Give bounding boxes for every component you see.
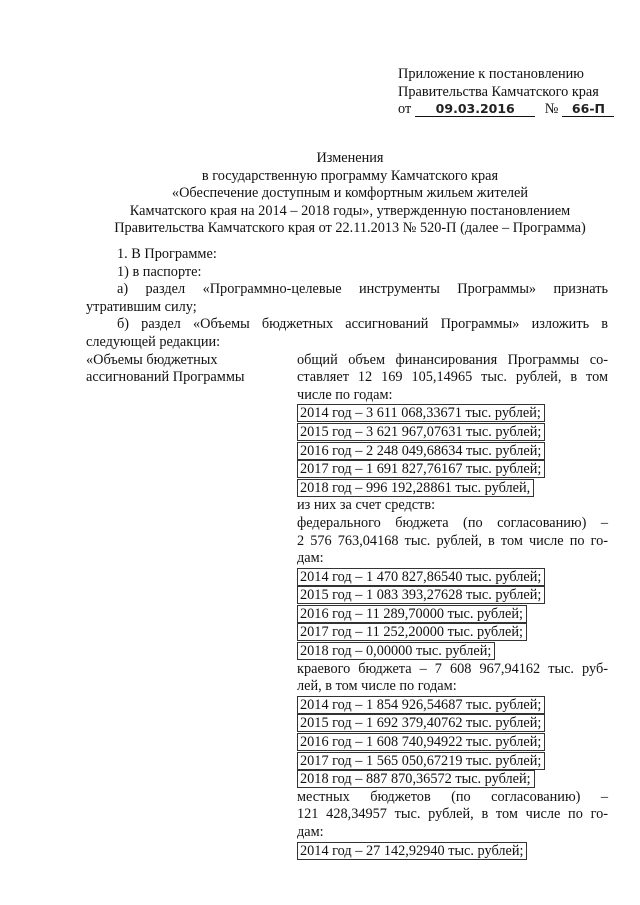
paragraph-3-line-2: утратившим силу; [86, 298, 197, 315]
approval-line-2: Правительства Камчатского края [398, 83, 599, 100]
budget-table-label [86, 352, 286, 387]
paragraph-2: 1) в паспорте: [117, 263, 202, 280]
paragraph-1: 1. В Программе: [117, 246, 217, 262]
heading-title: Изменения [316, 150, 384, 166]
budget-line: 121 428,34957 тыс. рублей, в том числе по го- [297, 806, 608, 823]
budget-line: федерального бюджета (по согласованию) – [297, 514, 608, 531]
budget-line: 2 576 763,04168 тыс. рублей, в том числе по го- [297, 532, 608, 549]
budget-line: 2017 год – 1 565 050,67219 тыс. рублей; [297, 752, 608, 771]
heading-line-4: Правительства Камчатского края от 22.11.2013 № 520-П (далее – Программа) [114, 220, 586, 237]
budget-line: 2015 год – 3 621 967,07631 тыс. рублей; [297, 423, 608, 442]
budget-line: местных бюджетов (по согласованию) – [297, 788, 608, 805]
approval-number: 66-П [562, 102, 614, 117]
number-label: № [544, 101, 559, 118]
budget-line: 2017 год – 11 252,20000 тыс. рублей; [297, 623, 608, 642]
approval-line-1: Приложение к постановлению [398, 66, 584, 82]
budget-line: общий объем финансирования Программы со- [297, 351, 608, 368]
approval-block [398, 66, 618, 119]
budget-line: 2017 год – 1 691 827,76167 тыс. рублей; [297, 460, 608, 479]
approval-date-line [398, 101, 618, 119]
budget-line: ставляет 12 169 105,14965 тыс. рублей, в том [297, 369, 608, 386]
paragraph-4-line-2: следующей редакции: [86, 333, 221, 350]
budget-line: 2014 год – 1 854 926,54687 тыс. рублей; [297, 696, 608, 715]
label-line-1: «Объемы бюджетных [86, 351, 218, 368]
budget-line: 2018 год – 996 192,28861 тыс. рублей, [297, 479, 608, 498]
budget-line: 2016 год – 2 248 049,68634 тыс. рублей; [297, 442, 608, 461]
budget-line: дам: [297, 550, 324, 567]
budget-line: 2015 год – 1 692 379,40762 тыс. рублей; [297, 714, 608, 733]
heading-line-2: «Обеспечение доступным и комфортным жильем жителей [171, 185, 529, 202]
label-line-2: ассигнований Программы [86, 369, 245, 386]
paragraph-3-line-1: а) раздел «Программно-целевые инструменты Программы» признать [117, 281, 608, 298]
budget-table-content [297, 352, 608, 861]
from-label: от [398, 101, 412, 118]
document-body [86, 246, 608, 860]
budget-line: из них за счет средств: [297, 497, 436, 514]
budget-line: 2014 год – 27 142,92940 тыс. рублей; [297, 842, 608, 861]
budget-line: 2018 год – 0,00000 тыс. рублей; [297, 642, 608, 661]
budget-line: 2015 год – 1 083 393,27628 тыс. рублей; [297, 586, 608, 605]
heading-line-1: в государственную программу Камчатского края [201, 167, 499, 184]
budget-line: 2014 год – 1 470 827,86540 тыс. рублей; [297, 568, 608, 587]
paragraph-4-line-1: б) раздел «Объемы бюджетных ассигнований Программы» изложить в [117, 316, 608, 333]
budget-line: 2018 год – 887 870,36572 тыс. рублей; [297, 770, 608, 789]
budget-table [86, 352, 608, 861]
budget-line: 2014 год – 3 611 068,33671 тыс. рублей; [297, 404, 608, 423]
budget-line: краевого бюджета – 7 608 967,94162 тыс. руб- [297, 660, 608, 677]
budget-line: числе по годам: [297, 386, 393, 403]
heading-line-3: Камчатского края на 2014 – 2018 годы», утвержденную постановлением [129, 202, 571, 219]
approval-date: 09.03.2016 [415, 102, 535, 117]
budget-line: лей, в том числе по годам: [297, 678, 457, 695]
budget-line: 2016 год – 11 289,70000 тыс. рублей; [297, 605, 608, 624]
document-heading [80, 150, 620, 238]
budget-line: 2016 год – 1 608 740,94922 тыс. рублей; [297, 733, 608, 752]
budget-line: дам: [297, 824, 324, 840]
